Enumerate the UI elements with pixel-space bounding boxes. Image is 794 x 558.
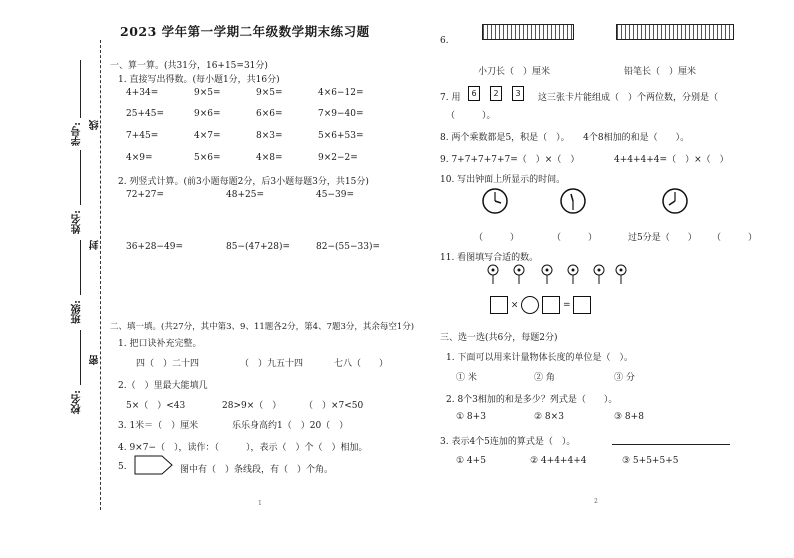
q6-num: 6.: [440, 36, 449, 46]
vertical-4: 36+28−49=: [126, 242, 183, 252]
fill-q2-a: 5×（ ）<43: [126, 401, 186, 411]
ruler-knife-icon: [482, 24, 574, 40]
part1-sub2: 2. 列竖式计算。(前3小题每题2分，后3小题每题3分，共15分): [118, 177, 369, 187]
choice-q2-opt3[interactable]: ③ 8+8: [614, 412, 644, 422]
fill-q5-num: 5.: [118, 462, 127, 472]
oral-r1c4: 4×6−12=: [318, 88, 364, 98]
fill-q1: 1. 把口诀补充完整。: [118, 339, 202, 349]
choice-q3-opt3[interactable]: ③ 5+5+5+5: [622, 456, 679, 466]
page2-number: 2: [594, 498, 598, 505]
q11-equation: [490, 296, 591, 314]
class-label: 班级:: [72, 300, 83, 324]
flower-icon-1: [486, 264, 500, 284]
choice-q1: 1. 下面可以用来计量物体长度的单位是（ ）。: [446, 353, 633, 363]
vertical-1: 72+27=: [126, 190, 164, 200]
name-field[interactable]: [80, 150, 81, 205]
page1-number: 1: [258, 500, 262, 507]
oral-r2c3: 6×6=: [256, 109, 283, 119]
clock-icon-1: [482, 188, 508, 214]
oral-r2c1: 25+45=: [126, 109, 164, 119]
flower-icon-3: [540, 264, 554, 284]
choice-q2-opt2[interactable]: ② 8×3: [534, 412, 564, 422]
pentagon-figure: [134, 455, 174, 475]
school-field[interactable]: [80, 330, 81, 385]
oral-r2c2: 9×6=: [194, 109, 221, 119]
fill-q2: 2.（ ）里最大能填几: [118, 381, 208, 391]
choice-q1-opt1[interactable]: ① 米: [456, 373, 477, 383]
fill-q1-c: 七八（ ）: [334, 359, 389, 369]
q11-box-3[interactable]: [573, 296, 591, 314]
choice-q3-opt1[interactable]: ① 4+5: [456, 456, 486, 466]
oral-r1c3: 9×5=: [256, 88, 283, 98]
digit-card-6: 6: [468, 86, 480, 101]
fill-q3-b: 乐乐身高约1（ ）20（ ）: [232, 421, 349, 431]
part3-heading: 三、选一选(共6分，每题2分): [440, 333, 558, 343]
q9-a: 9. 7+7+7+7+7=（ ）×（ ）: [440, 155, 580, 165]
flower-icon-5: [592, 264, 606, 284]
fill-q2-c: （ ）×7<50: [304, 401, 364, 411]
flower-icon-4: [566, 264, 580, 284]
choice-q1-opt2[interactable]: ② 角: [534, 373, 555, 383]
oral-r4c3: 4×8=: [256, 153, 283, 163]
vertical-2: 48+25=: [226, 190, 264, 200]
seal-char-xian: 线: [90, 120, 101, 130]
binding-sidebar: [0, 0, 108, 558]
q6-pencil: 铅笔长（ ）厘米: [624, 67, 697, 77]
vertical-6: 82−(55−33)=: [316, 242, 381, 252]
vertical-5: 85−(47+28)=: [226, 242, 291, 252]
oral-r3c2: 4×7=: [194, 131, 221, 141]
fill-q1-b: （ ）九五十四: [240, 359, 304, 369]
seal-dashed-line: [100, 40, 101, 510]
q6-knife: 小刀长（ ）厘米: [478, 67, 551, 77]
fill-q2-b: 28>9×（ ）: [222, 401, 282, 411]
q7-cont: （ ）。: [446, 111, 496, 121]
fill-q3-a: 3. 1米＝（ ）厘米: [118, 421, 199, 431]
q7-prefix: 7. 用: [440, 93, 461, 103]
part2-heading: 二、填一填。(共27分，其中第3、9、11题各2分，第4、7题3分，其余每空1分): [110, 322, 415, 332]
id-label: 学号:: [72, 122, 83, 146]
school-label: 校名:: [72, 390, 83, 414]
choice-q2: 2. 8个3相加的和是多少？列式是（ ）。: [446, 395, 618, 405]
part1-heading: 一、算一算。(共31分，16+15=31分): [110, 61, 268, 71]
q11: 11. 看图填写合适的数。: [440, 253, 539, 263]
q10: 10. 写出钟面上所显示的时间。: [440, 175, 566, 185]
oral-r3c4: 5×6+53=: [318, 131, 364, 141]
part1-sub1: 1. 直接写出得数。(每小题1分，共16分): [118, 75, 280, 85]
q11-circle[interactable]: [521, 296, 539, 314]
q11-box-1[interactable]: [490, 296, 508, 314]
q7-text: 这三张卡片能组成（ ）个两位数，分别是（: [538, 93, 719, 103]
flower-icon-6: [614, 264, 628, 284]
q10-blank-2: （ ）: [552, 233, 598, 243]
choice-q2-opt1[interactable]: ① 8+3: [456, 412, 486, 422]
class-field[interactable]: [80, 240, 81, 295]
choice-q1-opt3[interactable]: ③ 分: [614, 373, 635, 383]
oral-r3c3: 8×3=: [256, 131, 283, 141]
flower-icon-2: [512, 264, 526, 284]
clock-icon-3: [662, 188, 688, 214]
choice-q3-underline: [612, 444, 730, 445]
q9-b: 4+4+4+4=（ ）×（ ）: [614, 155, 729, 165]
oral-r4c2: 5×6=: [194, 153, 221, 163]
id-field[interactable]: [80, 60, 81, 118]
oral-r2c4: 7×9−40=: [318, 109, 364, 119]
oral-r3c1: 7+45=: [126, 131, 159, 141]
ruler-pencil-icon: [616, 24, 734, 40]
name-label: 姓名:: [72, 210, 83, 234]
clock-icon-2: [560, 188, 586, 214]
oral-r1c2: 9×5=: [194, 88, 221, 98]
choice-q3-opt2[interactable]: ② 4+4+4+4: [530, 456, 587, 466]
q11-equals: =: [563, 300, 571, 311]
oral-r4c1: 4×9=: [126, 153, 153, 163]
q10-blank-1: （ ）: [474, 233, 520, 243]
digit-card-2: 2: [490, 86, 502, 101]
q8: 8. 两个乘数都是5，积是（ ）。 4个8相加的和是（ ）。: [440, 133, 690, 143]
seal-char-mi: 密: [90, 355, 101, 365]
seal-char-feng: 封: [90, 240, 101, 250]
q11-times: ×: [510, 300, 519, 311]
fill-q4: 4. 9×7−（ ），读作：（ ），表示（ ）个（ ）相加。: [118, 443, 368, 453]
q10-blank-4: （ ）: [712, 233, 758, 243]
choice-q3: 3. 表示4个5连加的算式是（ ）。: [440, 437, 576, 447]
page-title: 2023 学年第一学期二年级数学期末练习题: [120, 24, 370, 39]
vertical-3: 45−39=: [316, 190, 354, 200]
fill-q5-text: 图中有（ ）条线段，有（ ）个角。: [180, 465, 334, 475]
oral-r4c4: 9×2−2=: [318, 153, 358, 163]
q11-box-2[interactable]: [542, 296, 560, 314]
q10-blank-3: 过5分是（ ）: [628, 233, 697, 243]
oral-r1c1: 4+34=: [126, 88, 159, 98]
fill-q1-a: 四（ ）二十四: [136, 359, 200, 369]
digit-card-3: 3: [512, 86, 524, 101]
